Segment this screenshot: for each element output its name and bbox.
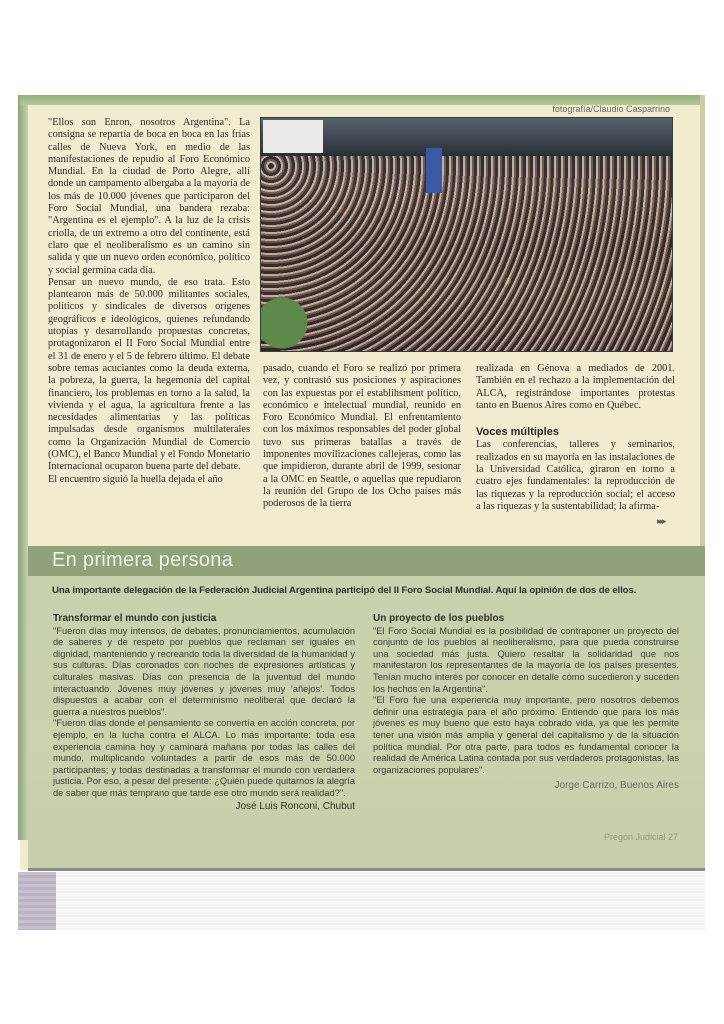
article-paragraph: Las conferencias, talleres y seminarios, realizados en su mayoría en las instalaciones de la Universidad Católica, giraron en torno a cuatro ejes fundamentales: la reproducción de las riquezas y la reproducción social; el acceso a las riquezas y la sustentabilidad; la afirma- [476,439,675,512]
testimony-paragraph: "El Foro fue una experiencia muy importante, pero nosotros debemos definir una estrategia para el año próximo. Entiendo que para los más jóvenes es muy bueno que esto haya cobrado vida, ya que les permite tener una visión más amplia y general del capitalismo y de la situación política mundial. Por otra parte, para todos es fundamental conocer la realidad de América Latina contada por sus verdaderos protagonistas, las organizaciones populares". [373,695,679,775]
testimony-heading: Transformar el mundo con justicia [53,613,217,624]
continue-arrows-icon: ▸▸▸ [657,517,665,527]
sidebar-box-intro: Una importante delegación de la Federación Judicial Argentina participó del II Foro Social Mundial. Aquí la opinión de dos de ellos. [52,585,637,596]
section-subheading: Voces múltiples [476,426,559,439]
photo-plants [261,281,331,351]
scan-artifact-strip [18,872,705,930]
article-paragraph: El encuentro siguió la huella dejada el año [48,473,223,485]
photo-pillar [426,148,442,193]
testimony-heading: Un proyecto de los pueblos [373,613,505,624]
scan-artifact-left [18,872,56,930]
page-folio: Pregón Judicial 27 [603,832,678,842]
testimony-paragraph: "Fueron días donde el pensamiento se convertía en acción concreta, por ejemplo, en la lucha contra el ALCA. Lo más importante: toda esa experiencia camina hoy y caminará mañana por todas las calles del mundo, multiplicando voluntades a partir de esos más de 50.000 participantes; y todas destinadas a transformar el mundo con verdadera justicia. Por eso, a pesar del presente: ¿Quién puede quitarnos la alegría de saber que más temprano que tarde ese otro mundo será realidad?". [53,718,355,798]
testimony-paragraph: "El Foro Social Mundial es la posibilidad de contraponer un proyecto del conjunto de los pueblos al neoliberalismo, para que pueda construirse una sociedad más justa. Quiero resaltar la solidaridad que nos manifestaron los representantes de la mayoría de los países presentes. Tenían mucho interés por conocer en detalle cómo sucedieron y suceden los hechos en la Argentina". [373,625,679,694]
article-paragraph: realizada en Génova a mediados de 2001. También en el rechazo a la implementación del ALCA, registrándose importantes protestas tanto en Buenos Aires como en Québec. [476,363,675,411]
testimony-signature: Jorge Carrizo, Buenos Aires [554,780,679,792]
article-column-3 [476,363,675,513]
testimony-left [53,613,355,812]
testimony-paragraph: "Fueron días muy intensos, de debates, pronunciamientos, acumulación de saberes y de respeto por pueblos que reclaman ser iguales en dignidad, manteniendo y recreando toda la diversidad de la humanidad y sus culturas. Días coronados con noches de expresiones artísticas y culturales masivas. Días con presencia de la juventud del mundo interactuando. Jóvenes muy jóvenes y jóvenes muy 'añejos'. Todos dispuestos a acabar con el determinismo neoliberal que declaró la guerra a nuestros pueblos". [53,625,355,717]
testimony-right [373,613,679,792]
page-binding-edge [18,95,28,840]
article-paragraph: Pensar un nuevo mundo, de eso trata. Esto plantearon más de 50.000 militantes sociales, políticos y sindicales de diversos orígenes geográficos e ideológicos, quienes refundando utopías y desarrollando propuestas concretas, protagonizaron el II Foro Social Mundial entre el 31 de enero y el 5 de febrero último. El debate sobre temas acuciantes como la deuda externa, la pobreza, la guerra, la hegemonía del capital financiero, los problemas en torno a la salud, la vivienda y el agua, la agricultura frente a las necesidades alimentarias y las políticas impulsadas desde organismos multilaterales como la Organización Mundial de Comercio (OMC), el Banco Mundial y el Fondo Monetario Internacional ocuparon buena parte del debate. [48,276,250,473]
photo-screen [263,120,323,153]
article-column-2 [263,363,461,511]
sidebar-box-title: En primera persona [52,549,234,571]
photo-credit: fotografía/Claudio Casparrino [552,104,670,114]
article-column-1 [48,117,250,486]
article-paragraph: "Ellos son Enron, nosotros Argentina". La consigna se repartía de boca en boca en las frías calles de Nueva York, en medio de las manifestaciones de repudio al Foro Económico Mundial. En la ciudad de Porto Alegre, allí donde un campamento albergaba a la mayoría de los más de 10.000 jóvenes que participaron del Foro Social Mundial, una bandera rezaba: "Argentina es el ejemplo". A la luz de la crisis criolla, de un extremo a otro del continente, está claro que el neoliberalismo es un camino sin salida y que un nuevo orden económico, político y social germina cada día. [48,117,250,276]
article-paragraph: pasado, cuando el Foro se realizó por primera vez, y contrastó sus posiciones y aspiraciones con las expuestas por el establihsment político, económico e intelectual mundial, reunido en Foro Económico Mundial. El enfrentamiento con los máximos responsables del poder global tuvo sus primeras batallas a través de imponentes movilizaciones callejeras, como las que impidieron, durante abril de 1999, sesionar a la OMC en Seattle, o aquellas que repudiaron la reunión del Grupo de los Ocho países más poderosos de la tierra [263,363,461,510]
testimony-signature: José Luis Ronconi, Chubut [235,800,355,812]
page-bottom-edge [28,868,705,871]
crowd-photo [260,117,673,352]
